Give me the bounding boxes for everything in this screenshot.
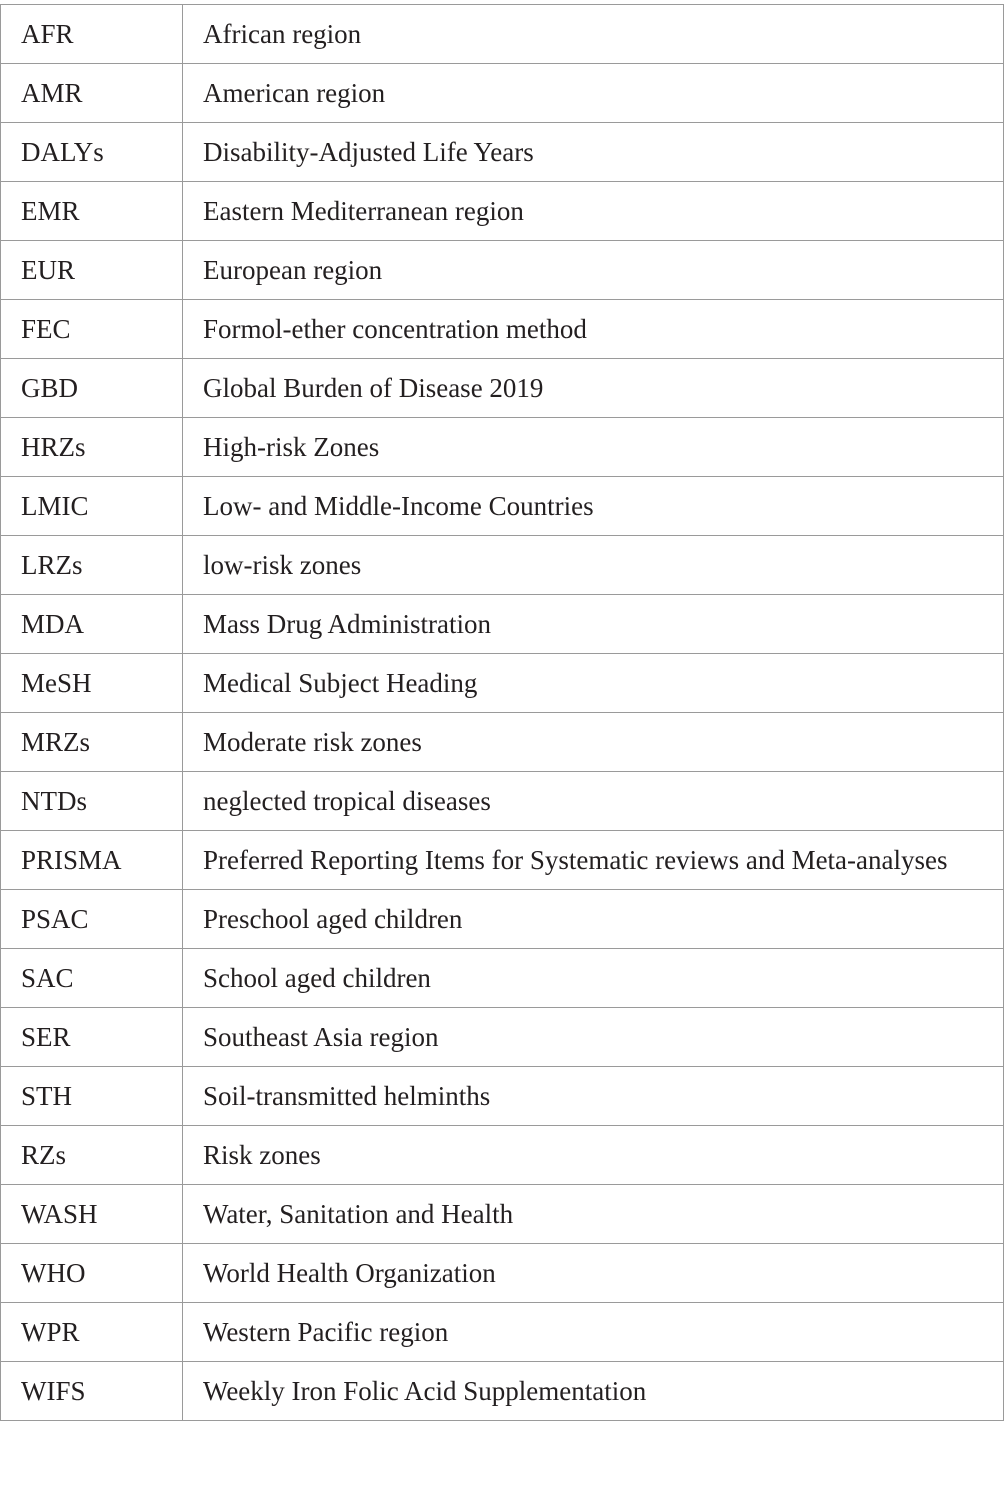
definition-cell: Soil-transmitted helminths: [183, 1067, 1004, 1126]
table-row: [1, 1362, 1004, 1421]
definition-cell: Disability-Adjusted Life Years: [183, 123, 1004, 182]
table-row: [1, 5, 1004, 64]
table-row: [1, 182, 1004, 241]
abbreviation-cell: AMR: [1, 64, 183, 123]
definition-cell: Low- and Middle-Income Countries: [183, 477, 1004, 536]
abbreviation-cell: MeSH: [1, 654, 183, 713]
definition-cell: Formol-ether concentration method: [183, 300, 1004, 359]
table-row: [1, 477, 1004, 536]
table-row: [1, 1185, 1004, 1244]
table-row: [1, 831, 1004, 890]
abbreviation-cell: MRZs: [1, 713, 183, 772]
definition-cell: African region: [183, 5, 1004, 64]
definition-cell: Medical Subject Heading: [183, 654, 1004, 713]
definition-cell: Moderate risk zones: [183, 713, 1004, 772]
table-row: [1, 949, 1004, 1008]
definition-cell: Water, Sanitation and Health: [183, 1185, 1004, 1244]
table-row: [1, 713, 1004, 772]
abbreviation-cell: HRZs: [1, 418, 183, 477]
definition-cell: American region: [183, 64, 1004, 123]
abbreviation-cell: EMR: [1, 182, 183, 241]
table-row: [1, 890, 1004, 949]
definition-cell: Global Burden of Disease 2019: [183, 359, 1004, 418]
definition-cell: Western Pacific region: [183, 1303, 1004, 1362]
abbreviation-cell: SER: [1, 1008, 183, 1067]
table-row: [1, 536, 1004, 595]
definition-cell: School aged children: [183, 949, 1004, 1008]
abbreviation-cell: WHO: [1, 1244, 183, 1303]
table-row: [1, 1126, 1004, 1185]
abbreviation-cell: EUR: [1, 241, 183, 300]
abbreviation-cell: MDA: [1, 595, 183, 654]
definition-cell: Preferred Reporting Items for Systematic reviews and Meta-analyses: [183, 831, 1004, 890]
table-row: [1, 64, 1004, 123]
table-row: [1, 595, 1004, 654]
abbreviation-cell: GBD: [1, 359, 183, 418]
abbreviation-cell: DALYs: [1, 123, 183, 182]
table-row: [1, 772, 1004, 831]
definition-cell: Preschool aged children: [183, 890, 1004, 949]
abbreviation-cell: LMIC: [1, 477, 183, 536]
abbreviation-cell: SAC: [1, 949, 183, 1008]
table-row: [1, 1067, 1004, 1126]
abbreviations-table: [0, 4, 1004, 1421]
abbreviation-cell: PRISMA: [1, 831, 183, 890]
definition-cell: High-risk Zones: [183, 418, 1004, 477]
definition-cell: neglected tropical diseases: [183, 772, 1004, 831]
abbreviation-cell: FEC: [1, 300, 183, 359]
definition-cell: World Health Organization: [183, 1244, 1004, 1303]
abbreviation-cell: AFR: [1, 5, 183, 64]
definition-cell: Risk zones: [183, 1126, 1004, 1185]
definition-cell: Southeast Asia region: [183, 1008, 1004, 1067]
table-row: [1, 1303, 1004, 1362]
definition-cell: low-risk zones: [183, 536, 1004, 595]
table-row: [1, 418, 1004, 477]
table-row: [1, 1244, 1004, 1303]
abbreviation-cell: WPR: [1, 1303, 183, 1362]
definition-cell: European region: [183, 241, 1004, 300]
abbreviation-cell: LRZs: [1, 536, 183, 595]
definition-cell: Eastern Mediterranean region: [183, 182, 1004, 241]
table-row: [1, 241, 1004, 300]
table-row: [1, 123, 1004, 182]
abbreviations-table-body: [1, 5, 1004, 1421]
abbreviation-cell: WIFS: [1, 1362, 183, 1421]
table-row: [1, 300, 1004, 359]
abbreviation-cell: STH: [1, 1067, 183, 1126]
definition-cell: Mass Drug Administration: [183, 595, 1004, 654]
definition-cell: Weekly Iron Folic Acid Supplementation: [183, 1362, 1004, 1421]
abbreviation-cell: PSAC: [1, 890, 183, 949]
table-row: [1, 1008, 1004, 1067]
abbreviation-cell: NTDs: [1, 772, 183, 831]
table-row: [1, 359, 1004, 418]
abbreviation-cell: RZs: [1, 1126, 183, 1185]
table-row: [1, 654, 1004, 713]
abbreviation-cell: WASH: [1, 1185, 183, 1244]
